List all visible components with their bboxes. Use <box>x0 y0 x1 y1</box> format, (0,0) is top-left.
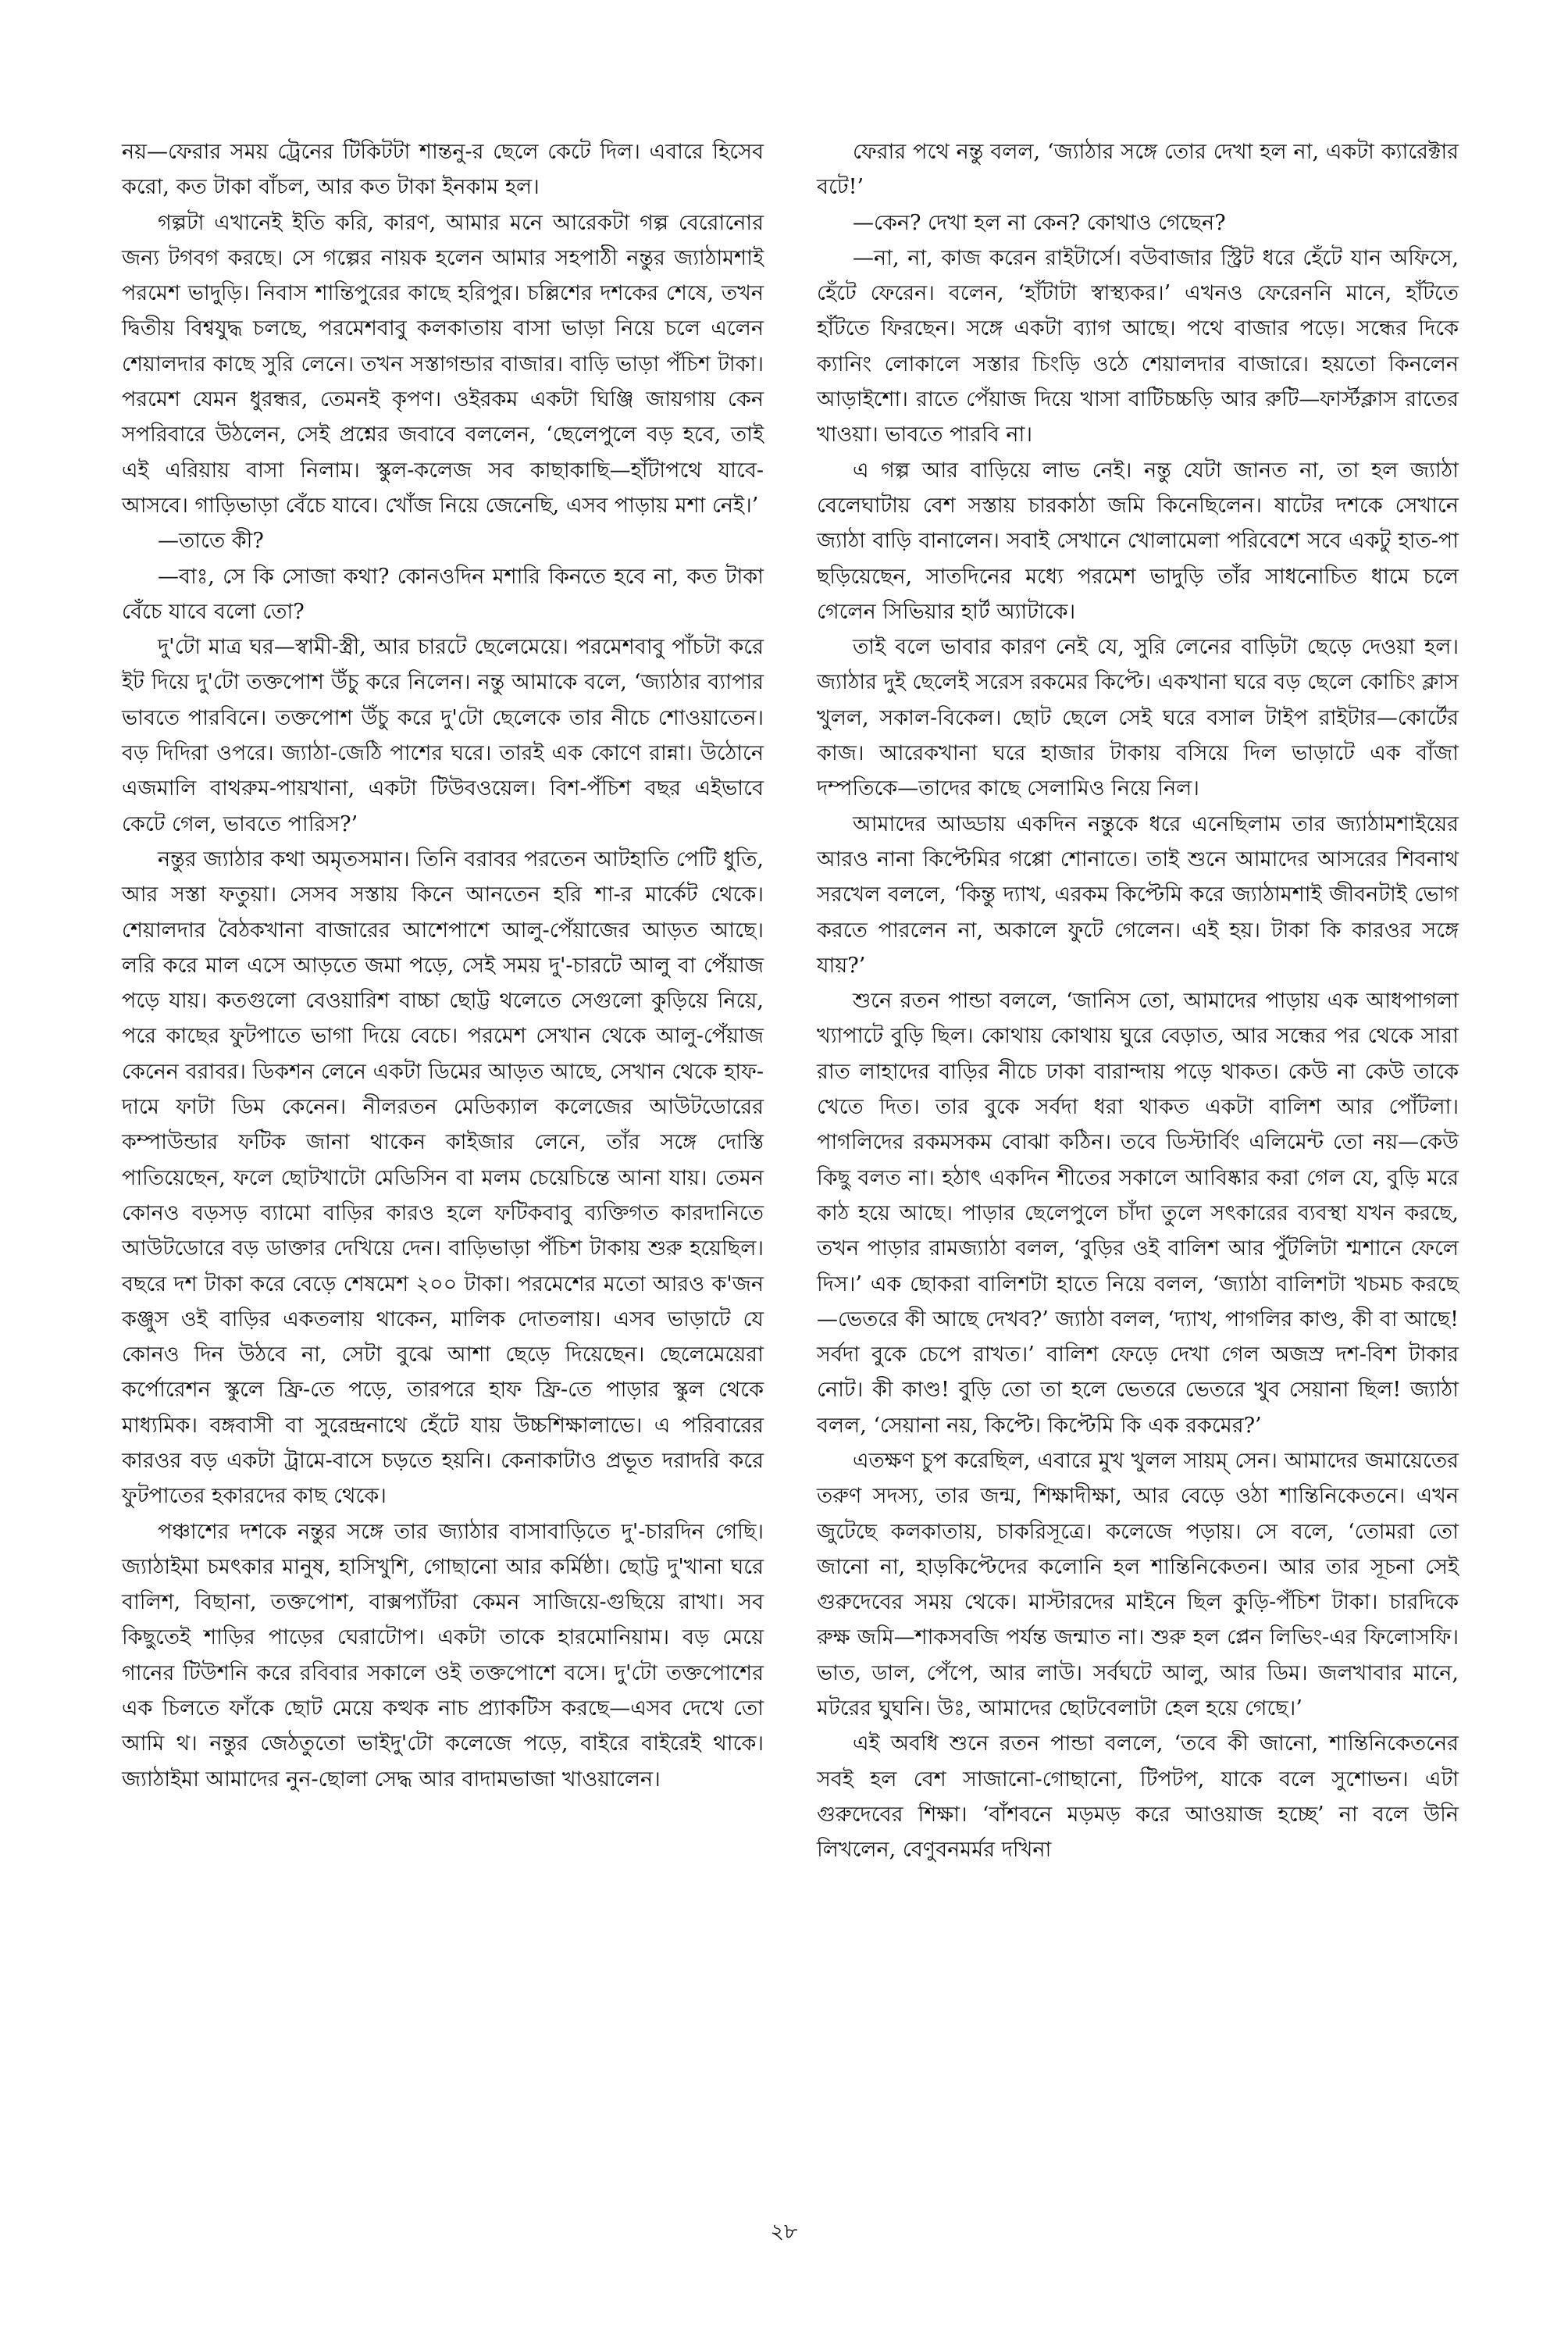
paragraph: আমাদের আড্ডায় একদিন নন্তুকে ধরে এনেছিলাম তার জ্যাঠামশাইয়ের আরও নানা কিপ্টেমির গপ্পো শোনাতে। তাই শুনে আমাদের আসরের শিবনাথ সরখেল বললে, ‘কিন্তু দ্যাখ, এরকম কিপ্টেমি করে জ্যাঠামশাই জীবনটাই ভোগ করতে পারলেন না, অকালে ফুটে গেলেন। এই হয়। টাকা কি কারওর সঙ্গে যায়?’ <box>817 811 1459 978</box>
paragraph: গল্পটা এখানেই ইতি করি, কারণ, আমার মনে আরেকটা গল্প বেরোনোর জন্য টগবগ করছে। সে গল্পের নায়ক হলেন আমার সহপাঠী নন্তুর জ্যাঠামশাই পরমেশ ভাদুড়ি। নিবাস শান্তিপুরের কাছে হরিপুর। চল্লিশের দশকের শেষে, তখন দ্বিতীয় বিশ্বযুদ্ধ চলছে, পরমেশবাবু কলকাতায় বাসা ভাড়া নিয়ে চলে এলেন শেয়ালদার কাছে সুরি লেনে। তখন সস্তাগন্ডার বাজার। বাড়ি ভাড়া পঁচিশ টাকা। পরমেশ যেমন ধুরন্ধর, তেমনই কৃপণ। ওইরকম একটা ঘিঞ্জি জায়গায় কেন সপরিবারে উঠলেন, সেই প্রশ্নের জবাবে বললেন, ‘ছেলেপুলে বড় হবে, তাই এই এরিয়ায় বাসা নিলাম। স্কুল-কলেজ সব কাছাকাছি—হাঁটাপথে যাবে- আসবে। গাড়িভাড়া বেঁচে যাবে। খোঁজ নিয়ে জেনেছি, এসব পাড়ায় মশা নেই।’ <box>122 210 764 518</box>
paragraph: এ গল্প আর বাড়িয়ে লাভ নেই। নন্তু যেটা জানত না, তা হল জ্যাঠা বেলেঘাটায় বেশ সস্তায় চারকাঠা জমি কিনেছিলেন। ষাটের দশকে সেখানে জ্যাঠা বাড়ি বানালেন। সবাই সেখানে খোলামেলা পরিবেশে সবে একটু হাত-পা ছড়িয়েছেন, সাতদিনের মধ্যে পরমেশ ভাদুড়ি তাঁর সাধনোচিত ধামে চলে গেলেন সিভিয়ার হার্ট অ্যাটাকে। <box>817 458 1459 624</box>
paragraph: শুনে রতন পান্ডা বললে, ‘জানিস তো, আমাদের পাড়ায় এক আধপাগলা খ্যাপাটে বুড়ি ছিল। কোথায় কোথায় ঘুরে বেড়াত, আর সন্ধের পর থেকে সারা রাত লাহাদের বাড়ির নীচে ঢাকা বারান্দায় পড়ে থাকত। কেউ না কেউ তাকে খেতে দিত। তার বুকে সর্বদা ধরা থাকত একটা বালিশ আর পোঁটলা। পাগলিদের রকমসকম বোঝা কঠিন। তবে ডিস্টার্বিং এলিমেন্ট তো নয়—কেউ কিছু বলত না। হঠাৎ একদিন শীতের সকালে আবিষ্কার করা গেল যে, বুড়ি মরে কাঠ হয়ে আছে। পাড়ার ছেলেপুলে চাঁদা তুলে সৎকারের ব্যবস্থা যখন করছে, তখন পাড়ার রামজ্যাঠা বলল, ‘বুড়ির ওই বালিশ আর পুঁটলিটা শ্মশানে ফেলে দিস।’ এক ছোকরা বালিশটা হাতে নিয়ে বলল, ‘জ্যাঠা বালিশটা খচমচ করছে—ভেতরে কী আছে দেখব?’ জ্যাঠা বলল, ‘দ্যাখ, পাগলির কাণ্ড, কী বা আছে! সর্বদা বুকে চেপে রাখত।’ বালিশ ফেড়ে দেখা গেল অজস্র দশ-বিশ টাকার নোট। কী কাণ্ড! বুড়ি তো তা হলে ভেতরে ভেতরে খুব সেয়ানা ছিল! জ্যাঠা বলল, ‘সেয়ানা নয়, কিপ্টে। কিপ্টেমি কি এক রকমের?’ <box>817 989 1459 1438</box>
paragraph: —কেন? দেখা হল না কেন? কোথাও গেছেন? <box>853 210 1226 235</box>
paragraph: —না, না, কাজ করেন রাইটার্সে। বউবাজার স্ট্রিট ধরে হেঁটে যান অফিসে, হেঁটে ফেরেন। বলেন, ‘হাঁটাটা স্বাস্থ্যকর।’ এখনও ফেরেননি মানে, হাঁটতে হাঁটতে ফিরছেন। সঙ্গে একটা ব্যাগ আছে। পথে বাজার পড়ে। সন্ধের দিকে ক্যানিং লোকালে সস্তার চিংড়ি ওঠে শেয়ালদার বাজারে। হয়তো কিনলেন আড়াইশো। রাতে পেঁয়াজ দিয়ে খাসা বাটিচচ্চড়ি আর রুটি—ফার্স্টক্লাস রাতের খাওয়া। ভাবতে পারবি না। <box>817 245 1459 448</box>
paragraph: নন্তুর জ্যাঠার কথা অমৃতসমান। তিনি বরাবর পরতেন আটহাতি পেটি ধুতি, আর সস্তা ফতুয়া। সেসব সস্তায় কিনে আনতেন হরি শা-র মার্কেট থেকে। শেয়ালদার বৈঠকখানা বাজারের আশেপাশে আলু-পেঁয়াজের আড়ত আছে। লরি করে মাল এসে আড়তে জমা পড়ে, সেই সময় দু'-চারটে আলু বা পেঁয়াজ পড়ে যায়। কতগুলো বেওয়ারিশ বাচ্চা ছোট্ট থলেতে সেগুলো কুড়িয়ে নিয়ে, পরে কাছের ফুটপাতে ভাগা দিয়ে বেচে। পরমেশ সেখান থেকে আলু-পেঁয়াজ কেনেন বরাবর। ডিকশন লেনে একটা ডিমের আড়ত আছে, সেখান থেকে হাফ-দামে ফাটা ডিম কেনেন। নীলরতন মেডিক্যাল কলেজের আউটডোরের কম্পাউন্ডার ফটিক জানা থাকেন কাইজার লেনে, তাঁর সঙ্গে দোস্তি পাতিয়েছেন, ফলে ছোটখাটো মেডিসিন বা মলম চেয়েচিন্তে আনা যায়। তেমন কোনও বড়সড় ব্যামো বাড়ির কারও হলে ফটিকবাবু ব্যক্তিগত কারদানিতে আউটডোরে বড় ডাক্তার দেখিয়ে দেন। বাড়িভাড়া পঁচিশ টাকায় শুরু হয়েছিল। বছরে দশ টাকা করে বেড়ে শেষমেশ ২০০ টাকা। পরমেশের মতো আরও ক'জন কঞ্জুস ওই বাড়ির একতলায় থাকেন, মালিক দোতলায়। এসব ভাড়াটে যে কোনও দিন উঠবে না, সেটা বুঝে আশা ছেড়ে দিয়েছেন। ছেলেমেয়েরা কর্পোরেশন স্কুলে ফ্রি-তে পড়ে, তারপরে হাফ ফ্রি-তে পাড়ার স্কুল থেকে মাধ্যমিক। বঙ্গবাসী বা সুরেন্দ্রনাথে হেঁটে যায় উচ্চশিক্ষালাভে। এ পরিবারের কারওর বড় একটা ট্রামে-বাসে চড়তে হয়নি। কেনাকাটাও প্রভূত দরাদরি করে ফুটপাতের হকারদের কাছ থেকে। <box>122 847 764 1509</box>
paragraph: —তাতে কী? <box>158 529 264 554</box>
paragraph: —বাঃ, সে কি সোজা কথা? কোনওদিন মশারি কিনতে হবে না, কত টাকা বেঁচে যাবে বলো তো? <box>122 564 764 624</box>
right-text-column <box>817 134 1459 1868</box>
paragraph: তাই বলে ভাবার কারণ নেই যে, সুরি লেনের বাড়িটা ছেড়ে দেওয়া হল। জ্যাঠার দুই ছেলেই সরেস রকমের কিপ্টে। একখানা ঘরে বড় ছেলে কোচিং ক্লাস খুলল, সকাল-বিকেল। ছোট ছেলে সেই ঘরে বসাল টাইপ রাইটার—কোর্টের কাজ। আরেকখানা ঘরে হাজার টাকায় বসিয়ে দিল ভাড়াটে এক বাঁজা দম্পতিকে—তাদের কাছে সেলামিও নিয়ে নিল। <box>817 635 1459 801</box>
paragraph: দু'টো মাত্র ঘর—স্বামী-স্ত্রী, আর চারটে ছেলেমেয়ে। পরমেশবাবু পাঁচটা করে ইট দিয়ে দু'টো তক্তপোশ উঁচু করে নিলেন। নন্তু আমাকে বলে, ‘জ্যাঠার ব্যাপার ভাবতে পারবিনে। তক্তপোশ উঁচু করে দু'টো ছেলেকে তার নীচে শোওয়াতেন। বড় দিদিরা ওপরে। জ্যাঠা-জেঠি পাশের ঘরে। তারই এক কোণে রান্না। উঠোনে এজমালি বাথরুম-পায়খানা, একটা টিউবওয়েল। বিশ-পঁচিশ বছর এইভাবে কেটে গেল, ভাবতে পারিস?’ <box>122 635 764 836</box>
paragraph: এতক্ষণ চুপ করেছিল, এবারে মুখ খুলল সায়ম্ সেন। আমাদের জমায়েতের তরুণ সদস্য, তার জন্ম, শিক্ষাদীক্ষা, আর বেড়ে ওঠা শান্তিনিকেতনে। এখন জুটেছে কলকাতায়, চাকরিসূত্রে। কলেজে পড়ায়। সে বলে, ‘তোমরা তো জানো না, হাড়কিপ্টেদের কলোনি হল শান্তিনিকেতন। আর তার সূচনা সেই গুরুদেবের সময় থেকে। মাস্টারদের মাইনে ছিল কুড়ি-পঁচিশ টাকা। চারদিকে রুক্ষ জমি—শাকসবজি পর্যন্ত জন্মাত না। শুরু হল প্লেন লিভিং-এর ফিলোসফি। ভাত, ডাল, পেঁপে, আর লাউ। সর্বঘটে আলু, আর ডিম। জলখাবার মানে, মটরের ঘুঘনি। উঃ, আমাদের ছোটবেলাটা হেল হয়ে গেছে।’ <box>817 1448 1459 1721</box>
paragraph: নয়—ফেরার সময় ট্রেনের টিকিটটা শান্তনু-র ছেলে কেটে দিল। এবারে হিসেব করো, কত টাকা বাঁচল, আর কত টাকা ইনকাম হল। <box>122 140 764 200</box>
left-text-column <box>122 134 764 1797</box>
paragraph: এই অবধি শুনে রতন পান্ডা বললে, ‘তবে কী জানো, শান্তিনিকেতনের সবই হল বেশ সাজানো-গোছানো, টিপটপ, যাকে বলে সুশোভন। এটা গুরুদেবের শিক্ষা। ‘বাঁশবনে মড়মড় করে আওয়াজ হচ্ছে’ না বলে উনি লিখলেন, বেণুবনমর্মর দখিনা <box>817 1731 1459 1863</box>
paragraph: ফেরার পথে নন্তু বলল, ‘জ্যাঠার সঙ্গে তোর দেখা হল না, একটা ক্যারেক্টার বটে!’ <box>817 140 1459 200</box>
page-number: ২৮ <box>770 2220 798 2244</box>
paragraph: পঞ্চাশের দশকে নন্তুর সঙ্গে তার জ্যাঠার বাসাবাড়িতে দু'-চারদিন গেছি। জ্যাঠাইমা চমৎকার মানুষ, হাসিখুশি, গোছানো আর কর্মিষ্ঠা। ছোট্ট দু'খানা ঘরে বালিশ, বিছানা, তক্তপোশ, বাক্সপ্যাঁটরা কেমন সাজিয়ে-গুছিয়ে রাখা। সব কিছুতেই শাড়ির পাড়ের ঘেরাটোপ। একটা তাকে হারমোনিয়াম। বড় মেয়ে গানের টিউশনি করে রবিবার সকালে ওই তক্তপোশে বসে। দু'টো তক্তপোশের এক চিলতে ফাঁকে ছোট মেয়ে কত্থক নাচ প্র্যাকটিস করছে—এসব দেখে তো আমি থ। নন্তুর জেঠতুতো ভাইদু'টো কলেজে পড়ে, বাইরে বাইরেই থাকে। জ্যাঠাইমা আমাদের নুন-ছোলা সেদ্ধ আর বাদামভাজা খাওয়ালেন। <box>122 1519 764 1792</box>
